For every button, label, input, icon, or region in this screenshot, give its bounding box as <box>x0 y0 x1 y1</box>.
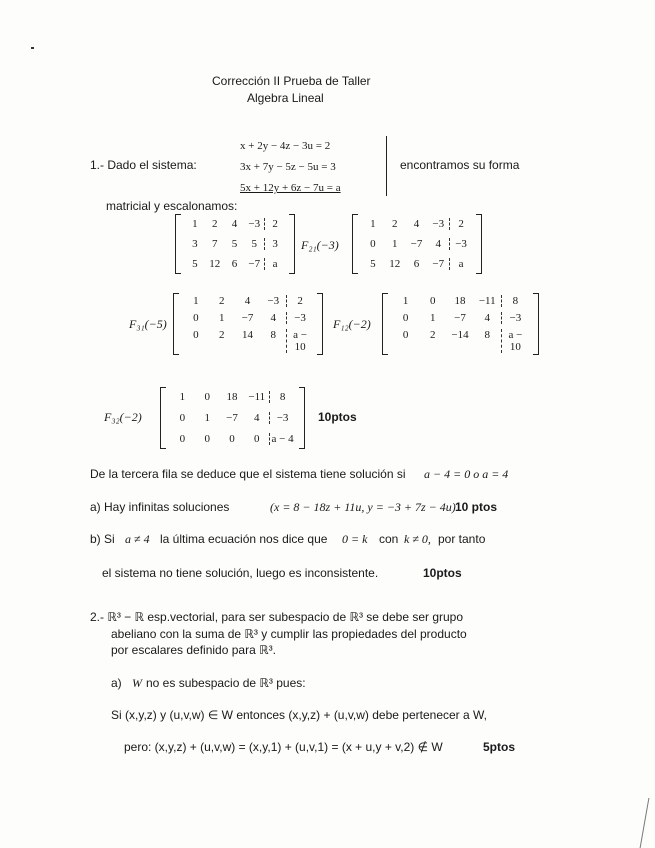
q1-lead: 1.- Dado el sistema: <box>90 158 197 172</box>
matrix-cell: 1 <box>192 218 198 230</box>
matrix-cell: a <box>449 258 472 270</box>
case-b-text2: por tanto <box>438 532 486 546</box>
matrix-cell: 1 <box>193 295 199 308</box>
matrix-cell: 1 <box>370 218 376 230</box>
matrix-cell: 18 <box>454 295 466 308</box>
matrix-cell: 2 <box>391 218 398 230</box>
page-curl-edge <box>640 798 655 848</box>
matrix-cell: 0 <box>254 432 260 445</box>
matrix-cell: 1 <box>204 411 210 424</box>
matrix-augmented <box>175 214 295 274</box>
matrix-cell: 2 <box>218 328 225 341</box>
matrix-row <box>170 433 295 445</box>
matrix-body <box>170 387 295 449</box>
case-a-formula: (x = 8 − 18z + 11u, y = −3 + 7z − 4u) <box>270 500 456 514</box>
matrix-cell: 5 <box>231 238 238 250</box>
matrix-cell: 6 <box>231 258 238 270</box>
q1-matricial: matricial y escalonamos: <box>106 199 238 213</box>
matrix-cell: a <box>264 258 285 270</box>
matrix-cell: 2 <box>430 328 436 341</box>
q2-si-text: Si (x,y,z) y (u,v,w) ∈ W entonces (x,y,z) + (u,v,w) debe pertenecer a W, <box>111 708 487 722</box>
matrix-cell: a − 10 <box>501 329 529 353</box>
q2-a-w: W <box>132 676 142 690</box>
matrix-cell: 5 <box>251 238 258 250</box>
matrix-cell: −3 <box>267 295 280 308</box>
case-b-eq: 0 = k <box>342 532 368 546</box>
q2-line3: por escalares definido para ℝ³. <box>111 643 276 657</box>
case-a-points: 10 ptos <box>455 500 498 514</box>
matrix-cell: −7 <box>410 238 423 250</box>
matrix-cell: 2 <box>218 295 225 308</box>
matrix-cell: 4 <box>484 311 490 324</box>
system-eq-1: x + 2y − 4z − 3u = 2 <box>240 140 331 152</box>
matrix-cell: −7 <box>454 311 466 324</box>
q2-a-label: a) <box>111 676 122 690</box>
matrix-cell: 2 <box>449 218 472 230</box>
matrix-row <box>185 258 285 270</box>
case-b-label: b) Si <box>90 532 115 546</box>
matrix-cell: 0 <box>402 311 409 324</box>
doc-title: Corrección II Prueba de Taller <box>212 74 371 88</box>
matrix-row <box>392 329 529 353</box>
op-f21: F₂₁(−3) <box>301 238 339 252</box>
case-a-label: a) Hay infinitas soluciones <box>90 500 230 514</box>
matrix-body <box>392 293 529 355</box>
matrix-cell: 4 <box>270 311 277 324</box>
matrix-cell: 8 <box>484 328 490 341</box>
matrix-cell: 1 <box>218 311 225 324</box>
matrix-cell: 5 <box>192 258 198 270</box>
matrix-row <box>170 391 295 403</box>
matrix-row <box>183 295 313 307</box>
matrix-cell: 8 <box>269 391 295 403</box>
q2-a-text: no es subespacio de ℝ³ pues: <box>146 676 306 690</box>
matrix-cell: 0 <box>370 238 376 250</box>
q1-after-system: encontramos su forma <box>400 158 520 172</box>
matrix-cell: −11 <box>478 295 496 308</box>
matrix-body <box>362 214 472 274</box>
matrix-cell: 8 <box>501 295 529 307</box>
matrix-cell: 0 <box>402 328 409 341</box>
matrix-row <box>185 218 285 230</box>
matrix-cell: 5 <box>370 258 376 270</box>
linear-system <box>240 136 387 196</box>
matrix-cell: 2 <box>286 295 313 307</box>
doc-subtitle: Algebra Lineal <box>247 91 324 105</box>
matrix-cell: 1 <box>179 391 186 404</box>
matrix-row <box>392 295 529 307</box>
third-row-cond: a − 4 = 0 o a = 4 <box>424 467 509 481</box>
matrix-echelon <box>160 387 305 449</box>
matrix-bracket <box>317 293 323 355</box>
matrix-cell: 1 <box>391 238 398 250</box>
matrix-cell: 0 <box>204 432 210 445</box>
points-matrix: 10ptos <box>318 410 357 424</box>
matrix-bracket <box>533 293 539 355</box>
matrix-cell: 2 <box>211 218 218 230</box>
matrix-cell: 8 <box>270 328 277 341</box>
op-f32: F₃₂(−2) <box>104 410 142 424</box>
matrix-row <box>183 329 313 353</box>
matrix-cell: 0 <box>229 432 235 445</box>
matrix-body <box>183 293 313 355</box>
case-b-line2: el sistema no tiene solución, luego es inconsistente. <box>102 566 379 580</box>
matrix-row <box>362 258 472 270</box>
matrix-cell: 0 <box>193 311 199 324</box>
matrix-cell: 12 <box>209 258 221 270</box>
case-b-con: con <box>379 532 399 546</box>
matrix-row <box>362 218 472 230</box>
q2-line1: 2.- ℝ³ − ℝ esp.vectorial, para ser subespacio de ℝ³ se debe ser grupo <box>90 610 464 624</box>
matrix-step-1 <box>352 214 482 274</box>
matrix-cell: 4 <box>413 218 420 230</box>
matrix-cell: 1 <box>402 295 409 308</box>
matrix-bracket <box>382 293 388 355</box>
scan-speck <box>31 47 34 49</box>
matrix-cell: −7 <box>226 411 238 424</box>
case-b-cond: a ≠ 4 <box>125 532 150 546</box>
matrix-bracket <box>299 387 305 449</box>
q2-pero-text: pero: (x,y,z) + (u,v,w) = (x,y,1) + (u,v,1) = (x + u,y + v,2) ∉ W <box>124 740 443 754</box>
matrix-cell: −3 <box>432 218 445 230</box>
matrix-cell: −14 <box>451 328 469 341</box>
matrix-row <box>185 238 285 250</box>
matrix-row <box>170 412 295 424</box>
q2-line2: abeliano con la suma de ℝ³ y cumplir las propiedades del producto <box>111 627 467 641</box>
matrix-step-2 <box>173 293 323 355</box>
matrix-cell: −11 <box>248 391 266 404</box>
matrix-bracket <box>289 214 295 274</box>
matrix-cell: 4 <box>435 238 442 250</box>
matrix-row <box>392 312 529 324</box>
matrix-cell: 1 <box>430 311 436 324</box>
matrix-body <box>185 214 285 274</box>
case-b-k: k ≠ 0, <box>404 532 431 546</box>
op-f12: F₁₂(−2) <box>333 317 371 331</box>
matrix-cell: 18 <box>226 391 238 404</box>
matrix-bracket <box>175 214 181 274</box>
matrix-cell: −3 <box>269 412 295 424</box>
matrix-cell: −7 <box>432 258 445 270</box>
matrix-cell: a − 10 <box>286 329 313 353</box>
matrix-cell: 2 <box>264 218 285 230</box>
matrix-cell: 0 <box>179 411 186 424</box>
matrix-cell: −3 <box>449 238 472 250</box>
matrix-cell: 0 <box>430 295 436 308</box>
matrix-cell: 3 <box>264 238 285 250</box>
matrix-cell: −7 <box>241 311 254 324</box>
matrix-row <box>362 238 472 250</box>
matrix-step-3 <box>382 293 539 355</box>
matrix-cell: −3 <box>248 218 261 230</box>
matrix-cell: 7 <box>211 238 218 250</box>
matrix-cell: a − 4 <box>269 433 295 445</box>
matrix-cell: −3 <box>286 312 313 324</box>
matrix-cell: 4 <box>231 218 238 230</box>
system-eq-3: 5x + 12y + 6z − 7u = a <box>240 182 341 194</box>
matrix-cell: 6 <box>413 258 420 270</box>
matrix-cell: 0 <box>179 432 186 445</box>
matrix-cell: 3 <box>192 238 198 250</box>
matrix-cell: 14 <box>241 328 253 341</box>
matrix-bracket <box>173 293 179 355</box>
system-eq-2: 3x + 7y − 5z − 5u = 3 <box>240 161 336 173</box>
matrix-bracket <box>476 214 482 274</box>
matrix-cell: 0 <box>204 391 210 404</box>
case-b-points: 10ptos <box>423 566 462 580</box>
op-f31: F₃₁(−5) <box>129 317 167 331</box>
case-b-text1: la última ecuación nos dice que <box>160 532 328 546</box>
matrix-cell: 4 <box>254 411 260 424</box>
matrix-cell: 0 <box>193 328 199 341</box>
matrix-cell: −3 <box>501 312 529 324</box>
matrix-row <box>183 312 313 324</box>
matrix-cell: 4 <box>244 295 251 308</box>
matrix-cell: 12 <box>389 258 401 270</box>
matrix-cell: −7 <box>248 258 261 270</box>
matrix-bracket <box>160 387 166 449</box>
matrix-bracket <box>352 214 358 274</box>
q2-points: 5ptos <box>483 740 516 754</box>
third-row-text: De la tercera fila se deduce que el sistema tiene solución si <box>90 467 406 481</box>
